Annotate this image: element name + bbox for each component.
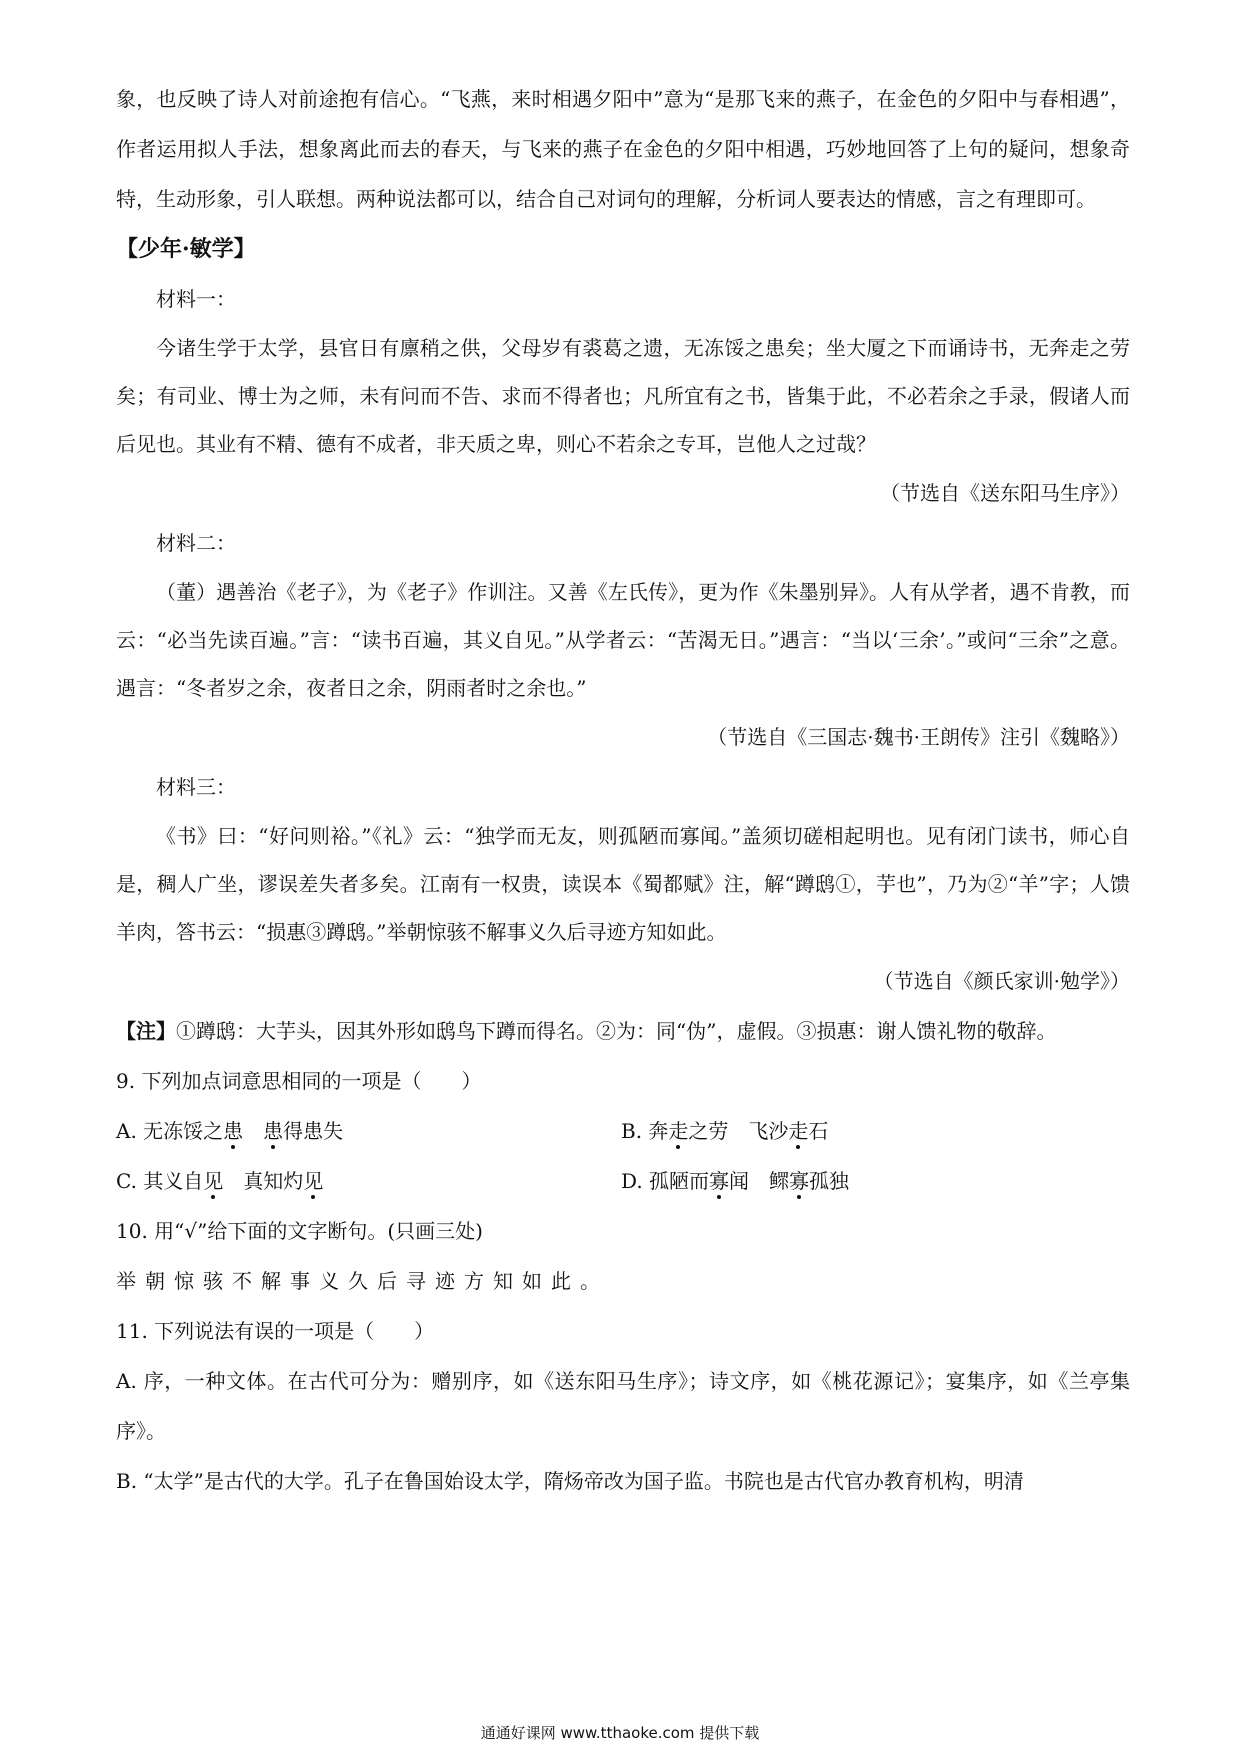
material-label: 材料二： [156, 531, 236, 555]
dotted-word: 寡 [789, 1169, 810, 1193]
material-label: 材料三： [156, 775, 236, 799]
material-source: （节选自《三国志·魏书·王朗传》注引《魏略》） [707, 725, 1130, 749]
option-a: A. 无冻馁之患 患得患失 [116, 1119, 344, 1143]
dotted-word: 走 [788, 1119, 809, 1143]
question-options [116, 1106, 1130, 1206]
note-text: ①蹲鸱：大芋头，因其外形如鸱鸟下蹲而得名。②为：同“伪”，虚假。③损惠：谢人馈礼物的敬辞。 [176, 1019, 1057, 1043]
question-10 [116, 1206, 1130, 1306]
option-b: B. “太学”是古代的大学。孔子在鲁国始设太学，隋炀帝改为国子监。书院也是古代官办教育机构，明清 [116, 1469, 1024, 1493]
material-text: 今诸生学于太学，县官日有廪稍之供，父母岁有裘葛之遗，无冻馁之患矣；坐大厦之下而诵诗书，无奔走之劳矣；有司业、博士为之师，未有问而不告、求而不得者也；凡所宜有之书，皆集于此，不必若余之手录，假诸人而后见也。其业有不精、德有不成者，非天质之卑，则心不若余之专耳，岂他人之过哉？ [116, 336, 1130, 456]
material-1 [116, 274, 1130, 518]
punctuation-text: 举朝惊骇不解事义久后寻迹方知如此。 [116, 1269, 609, 1293]
option-a: A. 序，一种文体。在古代可分为：赠别序，如《送东阳马生序》；诗文序，如《桃花源记》；宴集序，如《兰亭集序》。 [116, 1369, 1130, 1443]
question-stem: 9. 下列加点词意思相同的一项是（ ） [116, 1069, 482, 1093]
option-b: B. 奔走之劳 飞沙走石 [621, 1119, 829, 1143]
dotted-word: 寡 [709, 1169, 730, 1193]
question-11 [116, 1306, 1130, 1506]
section-title: 【少年·敏学】 [116, 236, 256, 262]
material-source: （节选自《颜氏家训·勉学》） [873, 969, 1130, 993]
page-footer: 通通好课网 www.tthaoke.com 提供下载 [480, 1724, 760, 1742]
dotted-word: 走 [668, 1119, 689, 1143]
material-2 [116, 518, 1130, 762]
material-text: （董）遇善治《老子》，为《老子》作训注。又善《左氏传》，更为作《朱墨别异》。人有从学者，遇不肯教，而云：“必当先读百遍。”言：“读书百遍，其义自见。”从学者云：“苦渴无日。”遇言：“当以‘三余’。”或问“三余”之意。遇言：“冬者岁之余，夜者日之余，阴雨者时之余也。” [116, 580, 1130, 700]
question-stem: 11. 下列说法有误的一项是（ ） [116, 1319, 435, 1343]
dotted-word: 患 [263, 1119, 284, 1143]
material-3 [116, 762, 1130, 1006]
document-page [116, 74, 1130, 1506]
annotation-note [116, 1006, 1130, 1056]
option-c: C. 其义自见 真知灼见 [116, 1169, 324, 1193]
note-head: 【注】 [116, 1019, 176, 1043]
material-text: 《书》曰：“好问则裕。”《礼》云：“独学而无友，则孤陋而寡闻。”盖须切磋相起明也。见有闭门读书，师心自是，稠人广坐，谬误差失者多矣。江南有一权贵，读误本《蜀都赋》注，解“蹲鸱①，芋也”，乃为②“羊”字；人馈羊肉，答书云：“损惠③蹲鸱。”举朝惊骇不解事义久后寻迹方知如此。 [116, 824, 1130, 944]
question-stem: 10. 用“√”给下面的文字断句。(只画三处) [116, 1219, 483, 1243]
dotted-word: 患 [223, 1119, 244, 1143]
material-label: 材料一： [156, 287, 236, 311]
dotted-word: 见 [303, 1169, 324, 1193]
dotted-word: 见 [203, 1169, 224, 1193]
option-d: D. 孤陋而寡闻 鳏寡孤独 [621, 1169, 850, 1193]
material-source: （节选自《送东阳马生序》） [880, 481, 1130, 505]
intro-paragraph: 象，也反映了诗人对前途抱有信心。“飞燕，来时相遇夕阳中”意为“是那飞来的燕子，在金色的夕阳中与春相遇”，作者运用拟人手法，想象离此而去的春天，与飞来的燕子在金色的夕阳中相遇，巧妙地回答了上句的疑问，想象奇特，生动形象，引人联想。两种说法都可以，结合自己对词句的理解，分析词人要表达的情感，言之有理即可。 [116, 87, 1130, 211]
question-9 [116, 1056, 1130, 1206]
